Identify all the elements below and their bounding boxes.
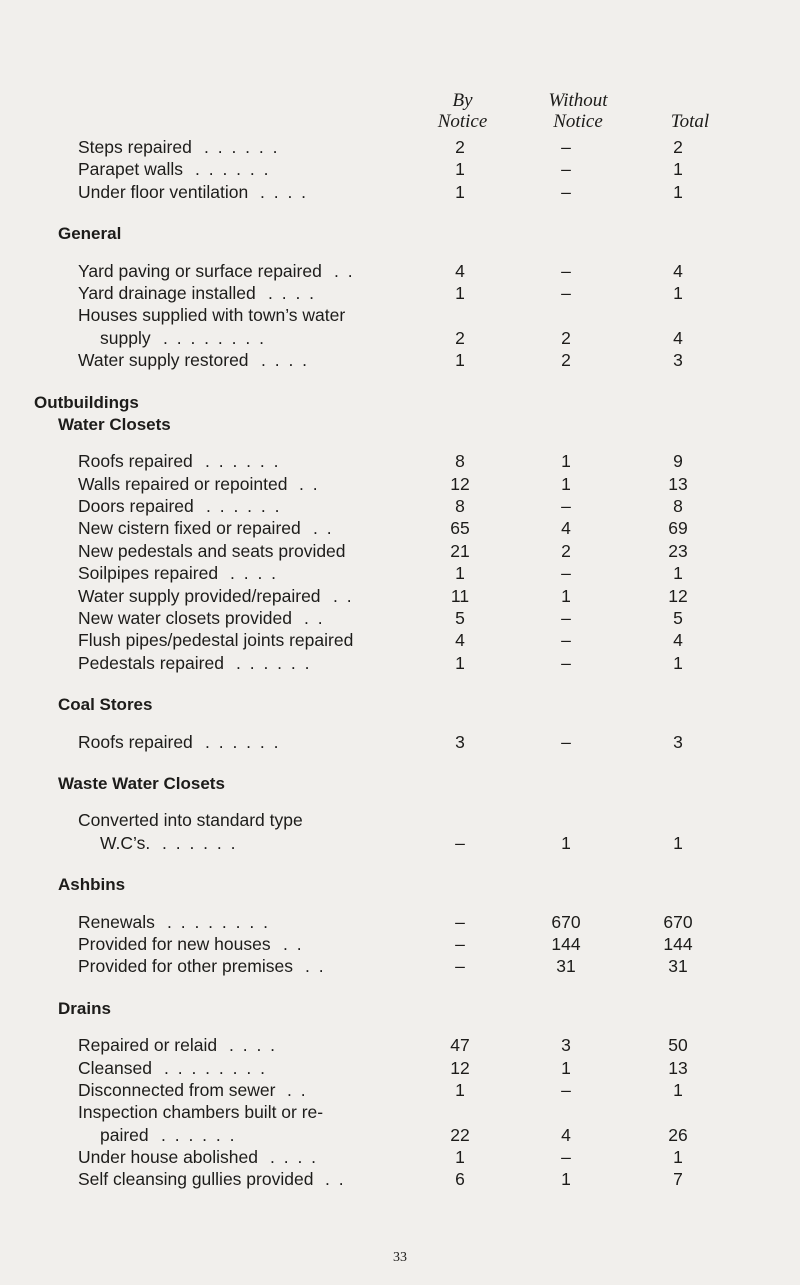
total-cell: 1 [673, 563, 683, 584]
table-row [0, 540, 800, 562]
table-row [0, 933, 800, 955]
by-notice-cell: 65 [450, 518, 470, 539]
table-row [0, 260, 800, 282]
without-notice-cell: – [561, 260, 571, 281]
total-cell: 13 [668, 1057, 688, 1078]
without-notice-cell: 670 [551, 911, 581, 932]
by-notice-cell: 22 [450, 1124, 470, 1145]
leader-dots: . . . . [230, 563, 279, 584]
table-row [0, 136, 800, 158]
table-row [0, 304, 800, 326]
total-cell: 4 [673, 327, 683, 348]
table-row [0, 911, 800, 933]
by-notice-cell: 12 [450, 473, 470, 494]
spacer [0, 978, 800, 998]
by-notice-cell: – [455, 933, 465, 954]
leader-dots: . . . . [261, 350, 310, 371]
row-label: New water closets provided [78, 608, 292, 629]
without-notice-cell: 3 [561, 1035, 571, 1056]
repairs-table [0, 136, 800, 1191]
row-label: Roofs repaired [78, 731, 193, 752]
leader-dots: . . . . [268, 282, 317, 303]
table-row [0, 327, 800, 349]
leader-dots: . . [283, 933, 304, 954]
header-without-notice [518, 90, 638, 132]
without-notice-cell: 1 [561, 473, 571, 494]
header-without-line1: Without [548, 90, 608, 111]
total-cell: 5 [673, 608, 683, 629]
total-cell: 2 [673, 137, 683, 157]
without-notice-cell: – [561, 608, 571, 629]
row-label: Provided for other premises [78, 956, 293, 977]
page-number: 33 [393, 1250, 407, 1265]
by-notice-cell: 1 [455, 282, 465, 303]
total-cell: 7 [673, 1169, 683, 1190]
without-notice-cell: 144 [551, 933, 581, 954]
total-cell: 4 [673, 260, 683, 281]
total-cell: 670 [663, 911, 693, 932]
spacer [0, 795, 800, 809]
without-notice-cell: 1 [561, 1057, 571, 1078]
section-heading: General [58, 224, 122, 244]
table-row [0, 1057, 800, 1079]
leader-dots: . . . . . . [195, 159, 271, 180]
table-row [0, 1101, 800, 1123]
without-notice-cell: 2 [561, 540, 571, 561]
table-row [0, 809, 800, 831]
leader-dots: . . [334, 260, 355, 281]
without-notice-cell: – [561, 563, 571, 584]
spacer [0, 854, 800, 874]
leader-dots: . . . . . . . . [167, 911, 270, 932]
without-notice-cell: 2 [561, 350, 571, 371]
leader-dots: . . . . [229, 1035, 278, 1056]
section-heading: Drains [58, 998, 111, 1018]
by-notice-cell: – [455, 832, 465, 853]
without-notice-cell: – [561, 496, 571, 517]
row-label: Doors repaired [78, 496, 194, 517]
leader-dots: . . . . . . [205, 451, 281, 472]
row-label: Self cleansing gullies provided [78, 1169, 314, 1190]
spacer [0, 372, 800, 392]
table-row [0, 473, 800, 495]
row-label: Under floor ventilation [78, 181, 249, 202]
by-notice-cell: 4 [455, 630, 465, 651]
table-row [0, 652, 800, 674]
by-notice-cell: 4 [455, 260, 465, 281]
by-notice-cell: 1 [455, 159, 465, 180]
table-row [0, 585, 800, 607]
total-cell: 12 [668, 585, 688, 606]
section-heading-row [0, 874, 800, 896]
without-notice-cell: 2 [561, 327, 571, 348]
leader-dots: . . . . [270, 1147, 319, 1168]
row-label: Provided for new houses [78, 933, 271, 954]
without-notice-cell: – [561, 630, 571, 651]
table-row [0, 629, 800, 651]
total-cell: 8 [673, 496, 683, 517]
section-heading: Outbuildings [34, 392, 139, 412]
without-notice-cell: 4 [561, 1124, 571, 1145]
leader-dots: . . [304, 608, 325, 629]
total-cell: 1 [673, 1079, 683, 1100]
by-notice-cell: 11 [450, 585, 470, 606]
table-row [0, 181, 800, 203]
section-heading: Waste Water Closets [58, 773, 225, 793]
spacer [0, 897, 800, 911]
total-cell: 9 [673, 451, 683, 472]
row-label: Under house abolished [78, 1147, 258, 1168]
table-row [0, 607, 800, 629]
by-notice-cell: 47 [450, 1035, 470, 1056]
table-row [0, 495, 800, 517]
table-row [0, 562, 800, 584]
by-notice-cell: 1 [455, 350, 465, 371]
total-cell: 1 [673, 652, 683, 673]
total-cell: 1 [673, 159, 683, 180]
leader-dots: . . . . [260, 181, 309, 202]
leader-dots: . . . . . . . . [164, 1057, 267, 1078]
without-notice-cell: 31 [556, 956, 576, 977]
leader-dots: . . [313, 518, 334, 539]
row-label: Flush pipes/pedestal joints repaired [78, 630, 354, 651]
total-cell: 31 [668, 956, 688, 977]
by-notice-cell: 1 [455, 563, 465, 584]
by-notice-cell: 6 [455, 1169, 465, 1190]
without-notice-cell: 1 [561, 1169, 571, 1190]
row-label: Houses supplied with town’s water [78, 305, 346, 326]
total-cell: 1 [673, 181, 683, 202]
row-label: New pedestals and seats provided [78, 540, 346, 561]
section-heading-row [0, 392, 800, 414]
by-notice-cell: 2 [455, 137, 465, 157]
total-cell: 1 [673, 1147, 683, 1168]
row-label: Yard drainage installed [78, 282, 256, 303]
without-notice-cell: – [561, 1079, 571, 1100]
row-label: W.C’s. [100, 832, 151, 853]
section-heading-row [0, 773, 800, 795]
header-by-notice [415, 90, 510, 132]
total-cell: 69 [668, 518, 688, 539]
leader-dots: . . [305, 956, 326, 977]
by-notice-cell: – [455, 911, 465, 932]
row-label: Soilpipes repaired [78, 563, 219, 584]
total-cell: 26 [668, 1124, 688, 1145]
section-heading-row [0, 998, 800, 1020]
leader-dots: . . . . . . [161, 1124, 237, 1145]
table-row [0, 1124, 800, 1146]
row-label: Water supply restored [78, 350, 249, 371]
spacer [0, 203, 800, 223]
leader-dots: . . [325, 1169, 346, 1190]
table-row [0, 1034, 800, 1056]
header-without-line2: Notice [553, 111, 603, 132]
spacer [0, 436, 800, 450]
leader-dots: . . [287, 1079, 308, 1100]
total-cell: 4 [673, 630, 683, 651]
row-label: Inspection chambers built or re- [78, 1102, 324, 1123]
table-row [0, 1168, 800, 1190]
table-row [0, 832, 800, 854]
spacer [0, 1020, 800, 1034]
section-heading: Coal Stores [58, 695, 153, 715]
leader-dots: . . . . . . [162, 832, 238, 853]
total-cell: 50 [668, 1035, 688, 1056]
header-by-line2: Notice [437, 111, 488, 132]
without-notice-cell: – [561, 731, 571, 752]
without-notice-cell: 1 [561, 451, 571, 472]
table-row [0, 517, 800, 539]
by-notice-cell: 12 [450, 1057, 470, 1078]
total-cell: 3 [673, 350, 683, 371]
row-label: supply [100, 327, 151, 348]
leader-dots: . . . . . . [206, 496, 282, 517]
leader-dots: . . . . . . [236, 652, 312, 673]
by-notice-cell: 21 [450, 540, 470, 561]
row-label: Walls repaired or repointed [78, 473, 288, 494]
column-headers [0, 90, 800, 132]
row-label: Disconnected from sewer [78, 1079, 276, 1100]
by-notice-cell: 5 [455, 608, 465, 629]
row-label: Cleansed [78, 1057, 152, 1078]
section-heading: Water Closets [58, 414, 171, 434]
without-notice-cell: – [561, 282, 571, 303]
leader-dots: . . [333, 585, 354, 606]
by-notice-cell: 3 [455, 731, 465, 752]
row-label: Roofs repaired [78, 451, 193, 472]
table-row [0, 731, 800, 753]
table-row [0, 1079, 800, 1101]
by-notice-cell: 1 [455, 652, 465, 673]
section-heading-row [0, 694, 800, 716]
row-label: Pedestals repaired [78, 652, 224, 673]
without-notice-cell: – [561, 181, 571, 202]
without-notice-cell: 4 [561, 518, 571, 539]
row-label: Steps repaired [78, 137, 192, 157]
table-row [0, 349, 800, 371]
total-cell: 13 [668, 473, 688, 494]
by-notice-cell: 1 [455, 181, 465, 202]
row-label: Parapet walls [78, 159, 184, 180]
by-notice-cell: 1 [455, 1079, 465, 1100]
section-heading: Ashbins [58, 875, 126, 895]
without-notice-cell: 1 [561, 832, 571, 853]
row-label: Yard paving or surface repaired [78, 260, 322, 281]
row-label: Converted into standard type [78, 810, 303, 831]
table-row [0, 158, 800, 180]
leader-dots: . . [299, 473, 320, 494]
section-heading-row [0, 223, 800, 245]
table-row [0, 955, 800, 977]
total-cell: 1 [673, 832, 683, 853]
row-label: paired [100, 1124, 149, 1145]
row-label: Repaired or relaid [78, 1035, 218, 1056]
table-row [0, 450, 800, 472]
header-total-label: Total [670, 111, 710, 132]
by-notice-cell: – [455, 956, 465, 977]
without-notice-cell: – [561, 1147, 571, 1168]
spacer [0, 246, 800, 260]
row-label: Renewals [78, 911, 155, 932]
spacer [0, 753, 800, 773]
leader-dots: . . . . . . [204, 137, 280, 157]
row-label: Water supply provided/repaired [78, 585, 321, 606]
by-notice-cell: 8 [455, 451, 465, 472]
leader-dots: . . . . . . . . [163, 327, 266, 348]
without-notice-cell: – [561, 652, 571, 673]
total-cell: 23 [668, 540, 688, 561]
header-by-line1: By [452, 90, 473, 111]
by-notice-cell: 2 [455, 327, 465, 348]
total-cell: 1 [673, 282, 683, 303]
by-notice-cell: 8 [455, 496, 465, 517]
total-cell: 144 [663, 933, 693, 954]
by-notice-cell: 1 [455, 1147, 465, 1168]
without-notice-cell: – [561, 137, 571, 157]
header-total [650, 111, 730, 132]
without-notice-cell: 1 [561, 585, 571, 606]
table-row [0, 282, 800, 304]
spacer [0, 674, 800, 694]
table-row [0, 1146, 800, 1168]
leader-dots: . . . . . . [205, 731, 281, 752]
without-notice-cell: – [561, 159, 571, 180]
spacer [0, 717, 800, 731]
section-heading-row [0, 414, 800, 436]
row-label: New cistern fixed or repaired [78, 518, 301, 539]
total-cell: 3 [673, 731, 683, 752]
